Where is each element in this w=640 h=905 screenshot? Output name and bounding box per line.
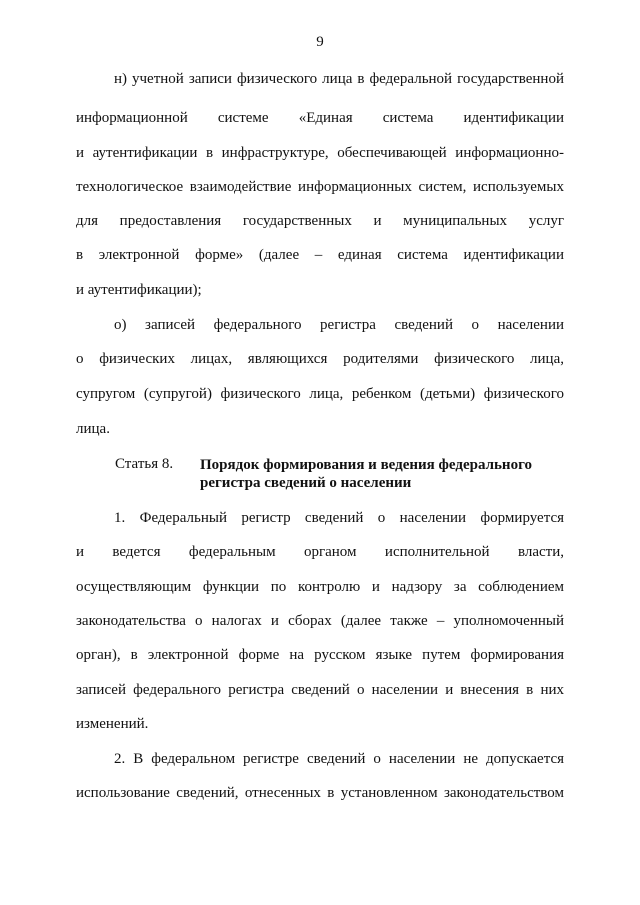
text-line: и аутентификации); (76, 282, 202, 298)
article-title-line: Порядок формирования и ведения федерального (200, 457, 533, 473)
text-line: о физических лицах, являющихся родителями физического лица, (76, 351, 564, 367)
text-line: осуществляющим функции по контролю и надзору за соблюдением (76, 579, 564, 595)
text-line: в электронной форме» (далее – единая система идентификации (76, 247, 564, 263)
article-label: Статья 8. (115, 456, 174, 472)
text-line: 1. Федеральный регистр сведений о населении формируется (114, 510, 564, 526)
text-line: супругом (супругой) физического лица, ребенком (детьми) физического (76, 386, 564, 402)
text-line: лица. (76, 421, 110, 437)
text-line: использование сведений, отнесенных в установленном законодательством (76, 785, 564, 801)
text-line: технологическое взаимодействие информационных систем, используемых (76, 179, 564, 195)
text-line: и аутентификации в инфраструктуре, обеспечивающей информационно- (76, 145, 564, 161)
text-line: орган), в электронной форме на русском языке путем формирования (76, 647, 564, 663)
text-line: информационной системе «Единая система идентификации (76, 110, 564, 126)
text-line: изменений. (76, 716, 149, 732)
article-title (200, 456, 532, 492)
text-line: и ведется федеральным органом исполнительной власти, (76, 544, 564, 560)
text-line: записей федерального регистра сведений о населении и внесения в них (76, 682, 564, 698)
text-line: для предоставления государственных и муниципальных услуг (76, 213, 564, 229)
text-line: 2. В федеральном регистре сведений о населении не допускается (114, 751, 564, 767)
text-line: законодательства о налогах и сборах (далее также – уполномоченный (76, 613, 564, 629)
article-title-line: регистра сведений о населении (200, 475, 412, 491)
text-line: н) учетной записи физического лица в федеральной государственной (114, 71, 564, 87)
text-line: о) записей федерального регистра сведений о населении (114, 317, 564, 333)
page-number: 9 (316, 34, 324, 50)
